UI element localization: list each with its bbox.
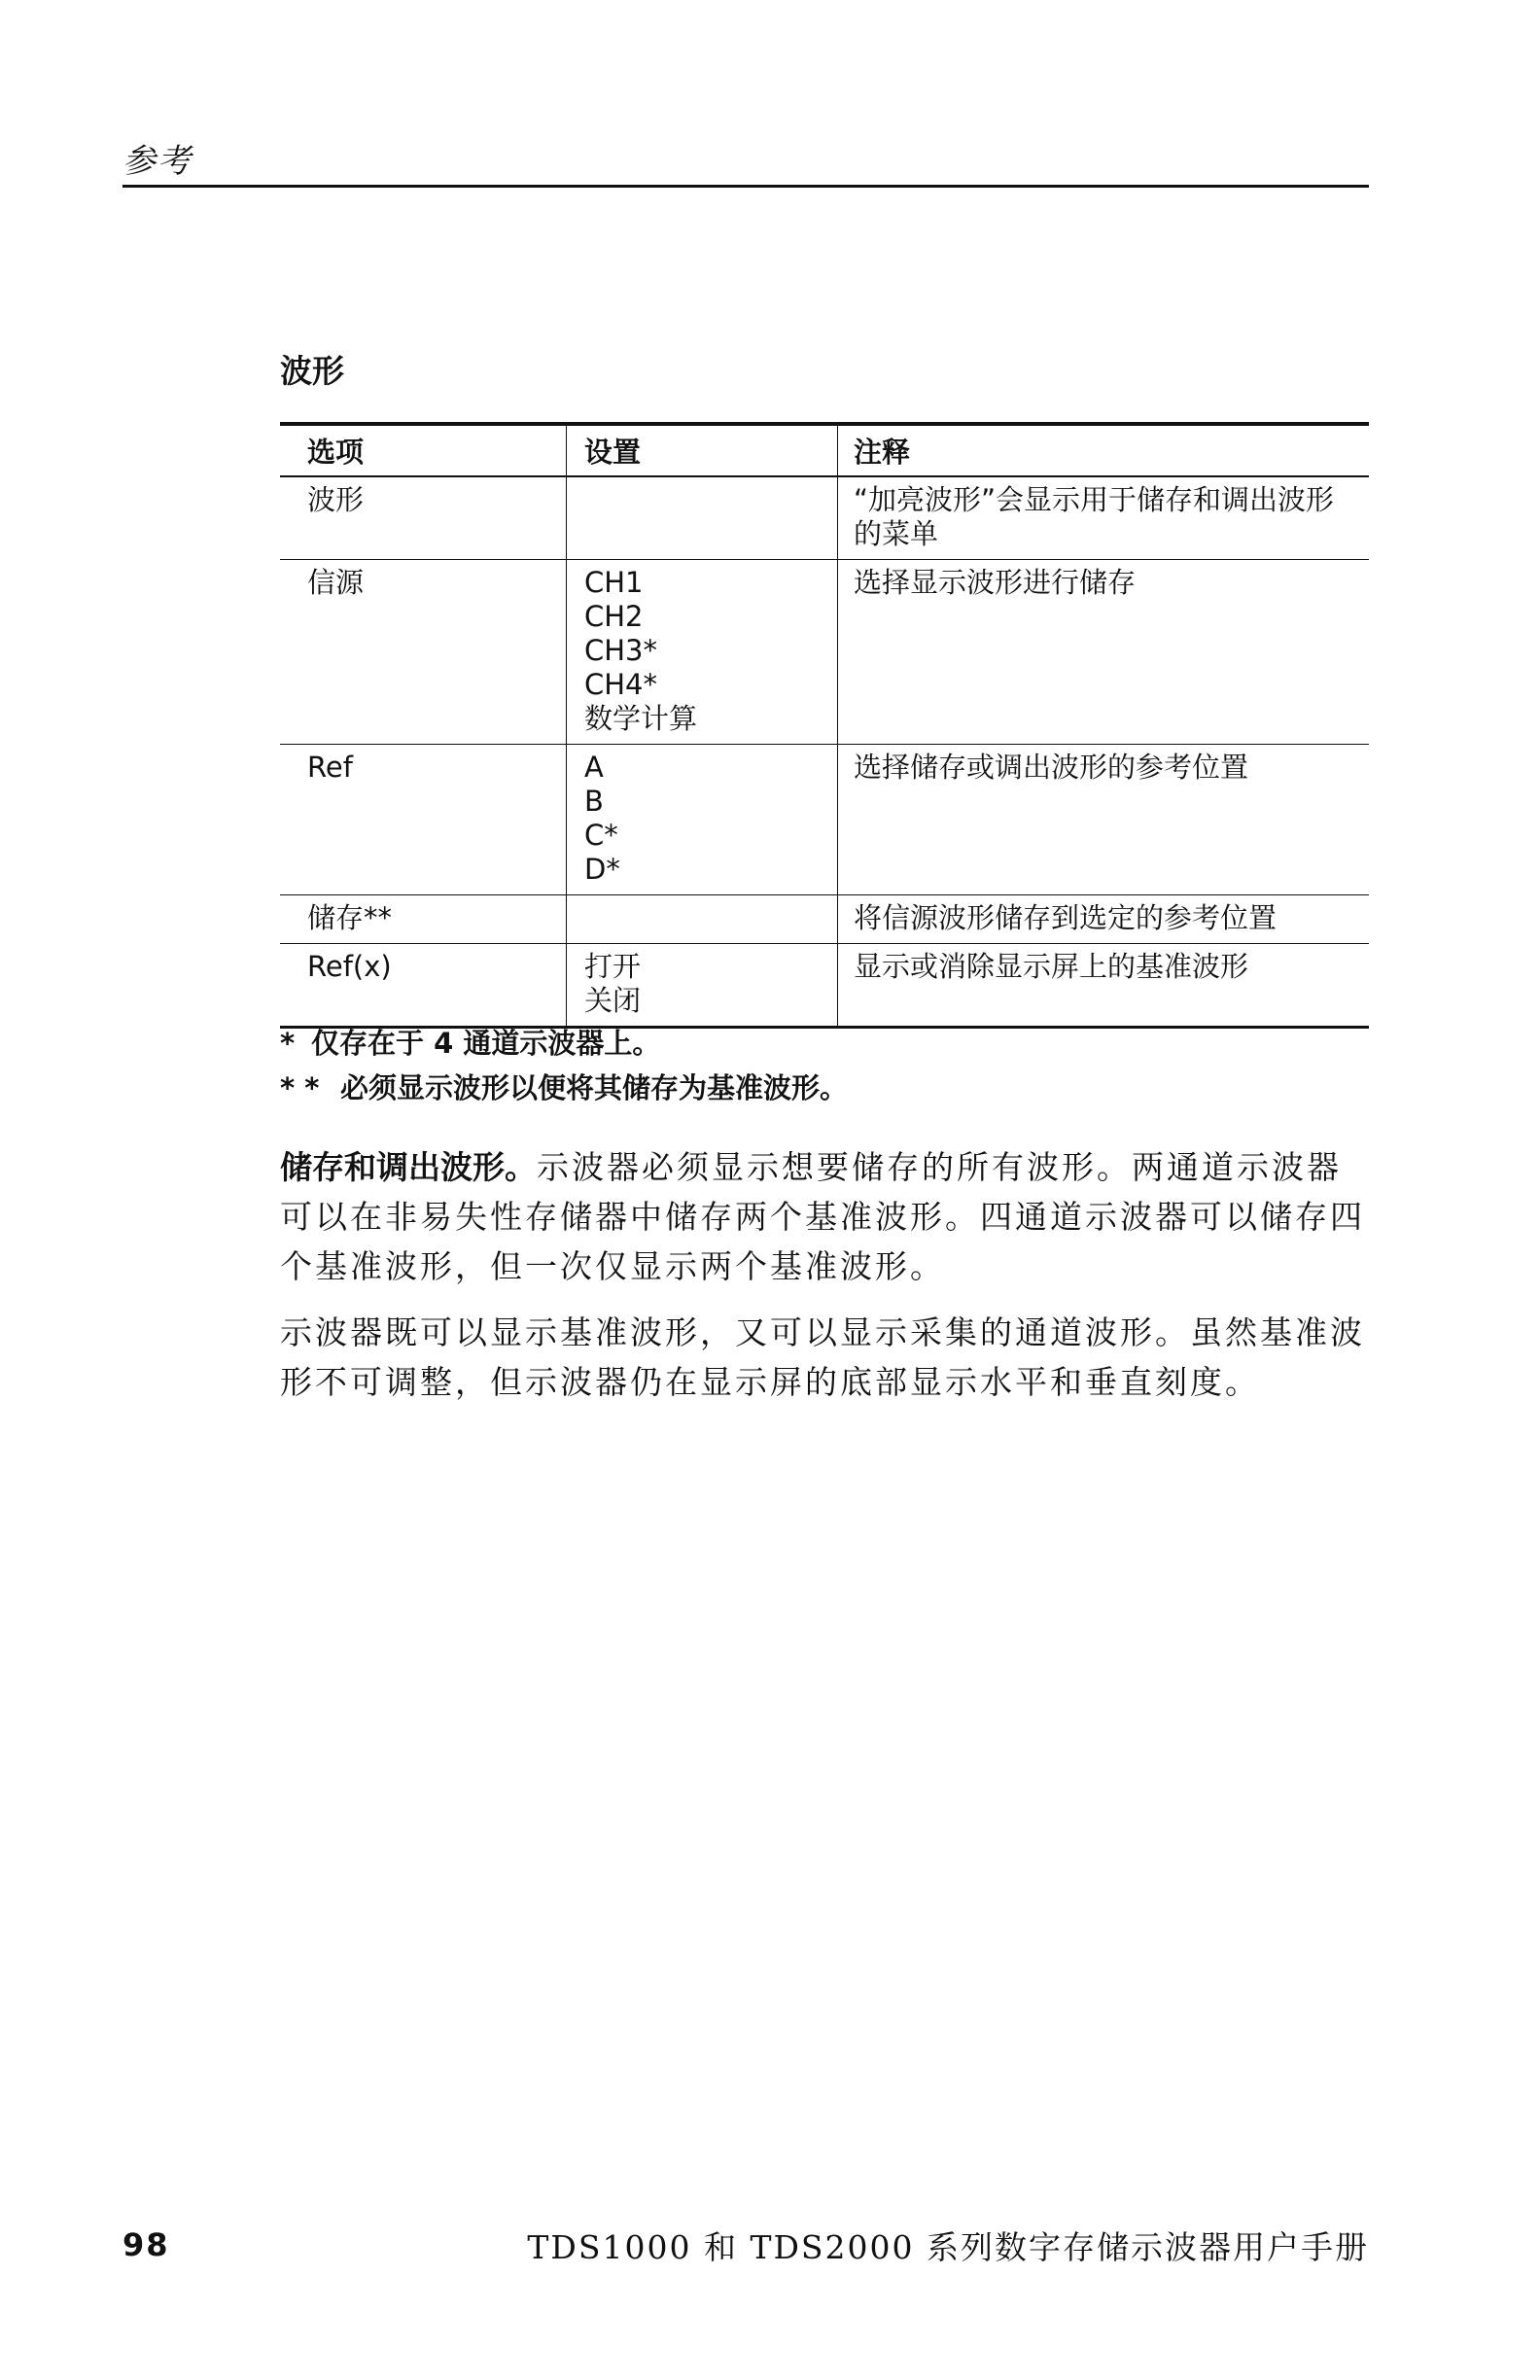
setting-value: CH3* [584,634,658,667]
cell-option: 信源 [280,560,567,745]
cell-option: Ref [280,745,567,895]
body-paragraph [280,1308,1369,1407]
setting-value: A [584,751,604,784]
setting-value: CH1 [584,566,644,599]
footnote [280,1066,848,1110]
table-row [280,944,1369,1028]
paragraph-run-in-heading: 储存和调出波形。 [280,1148,537,1186]
column-header-settings: 设置 [567,424,838,476]
footnote [280,1021,848,1066]
cell-settings [567,895,838,944]
table-row [280,476,1369,560]
setting-value: 关闭 [584,984,642,1017]
cell-option: 储存** [280,895,567,944]
cell-settings [567,944,838,1028]
column-header-option: 选项 [280,424,567,476]
setting-value: CH2 [584,600,644,633]
table-row [280,745,1369,895]
cell-settings [567,476,838,560]
options-table [280,422,1369,1029]
cell-settings [567,560,838,745]
cell-comment: 显示或消除显示屏上的基准波形 [838,944,1370,1028]
footnote-text: 必须显示波形以便将其储存为基准波形。 [340,1071,849,1104]
table-row [280,895,1369,944]
footnote-mark: * * [280,1071,320,1104]
running-head: 参考 [122,142,192,181]
cell-comment: 选择储存或调出波形的参考位置 [838,745,1370,895]
cell-comment: 将信源波形储存到选定的参考位置 [838,895,1370,944]
table-body [280,476,1369,1028]
setting-value: B [584,785,604,818]
setting-value: 打开 [584,950,642,983]
page-number: 98 [122,2226,170,2263]
book-title: TDS1000 和 TDS2000 系列数字存储示波器用户手册 [527,2228,1369,2266]
cell-option: Ref(x) [280,944,567,1028]
column-header-comment: 注释 [838,424,1370,476]
table-row [280,560,1369,745]
setting-value: 数学计算 [584,702,698,735]
footnote-mark: * [280,1027,296,1060]
cell-comment: 选择显示波形进行储存 [838,560,1370,745]
section-title: 波形 [280,352,344,390]
body-paragraph [280,1142,1369,1291]
cell-comment: “加亮波形”会显示用于储存和调出波形的菜单 [838,476,1370,560]
paragraph-text: 示波器既可以显示基准波形，又可以显示采集的通道波形。虽然基准波形不可调整，但示波器仍在显示屏的底部显示水平和垂直刻度。 [280,1313,1365,1401]
cell-option: 波形 [280,476,567,560]
setting-value: D* [584,853,620,886]
footnote-text: 仅存在于 4 通道示波器上。 [311,1027,661,1060]
paragraph-text: 示波器必须显示想要储存的所有波形。两通道示波器可以在非易失性存储器中储存两个基准波形。四通道示波器可以储存四个基准波形，但一次仅显示两个基准波形。 [280,1148,1365,1285]
footnotes [280,1021,848,1110]
table-header-row [280,424,1369,476]
setting-value: CH4* [584,668,658,701]
cell-settings [567,745,838,895]
header-rule [122,185,1369,188]
setting-value: C* [584,819,618,852]
